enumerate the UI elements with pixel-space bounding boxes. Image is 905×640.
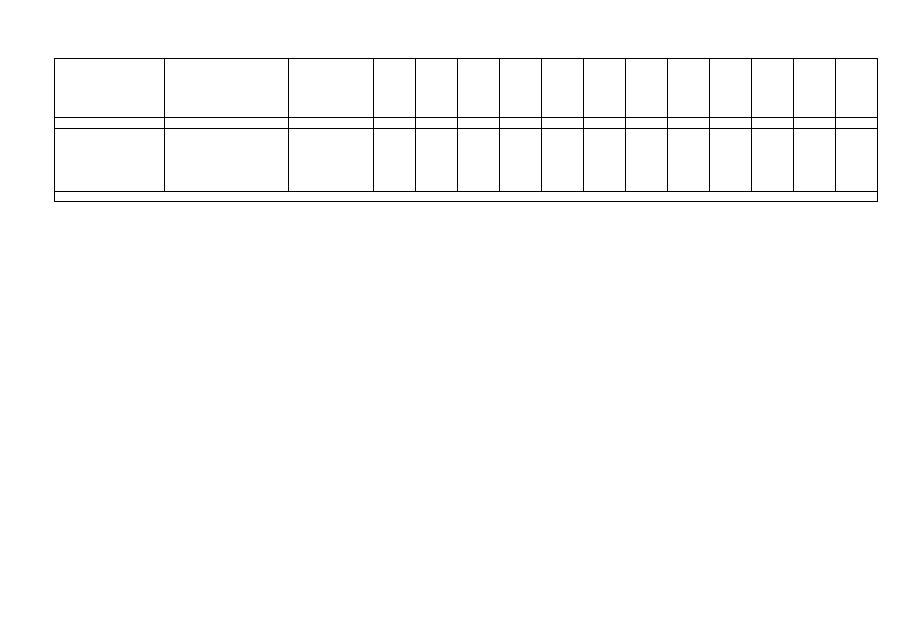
total-cell <box>752 118 794 129</box>
total-cell <box>794 118 836 129</box>
total-cell <box>458 118 500 129</box>
data-table <box>54 58 878 202</box>
total-values-row <box>55 118 878 129</box>
measure-row <box>55 128 878 191</box>
measure-text <box>165 128 289 191</box>
total-cell <box>374 118 416 129</box>
total-cell <box>710 118 752 129</box>
total-cell <box>668 118 710 129</box>
total-row <box>55 59 878 118</box>
total-cell <box>626 118 668 129</box>
total-label <box>55 59 165 118</box>
total-cell <box>416 118 458 129</box>
section-header-row <box>55 191 878 202</box>
total-cell <box>584 118 626 129</box>
total-cell <box>500 118 542 129</box>
total-cell <box>542 118 584 129</box>
section-title <box>55 191 878 202</box>
total-cell <box>836 118 878 129</box>
